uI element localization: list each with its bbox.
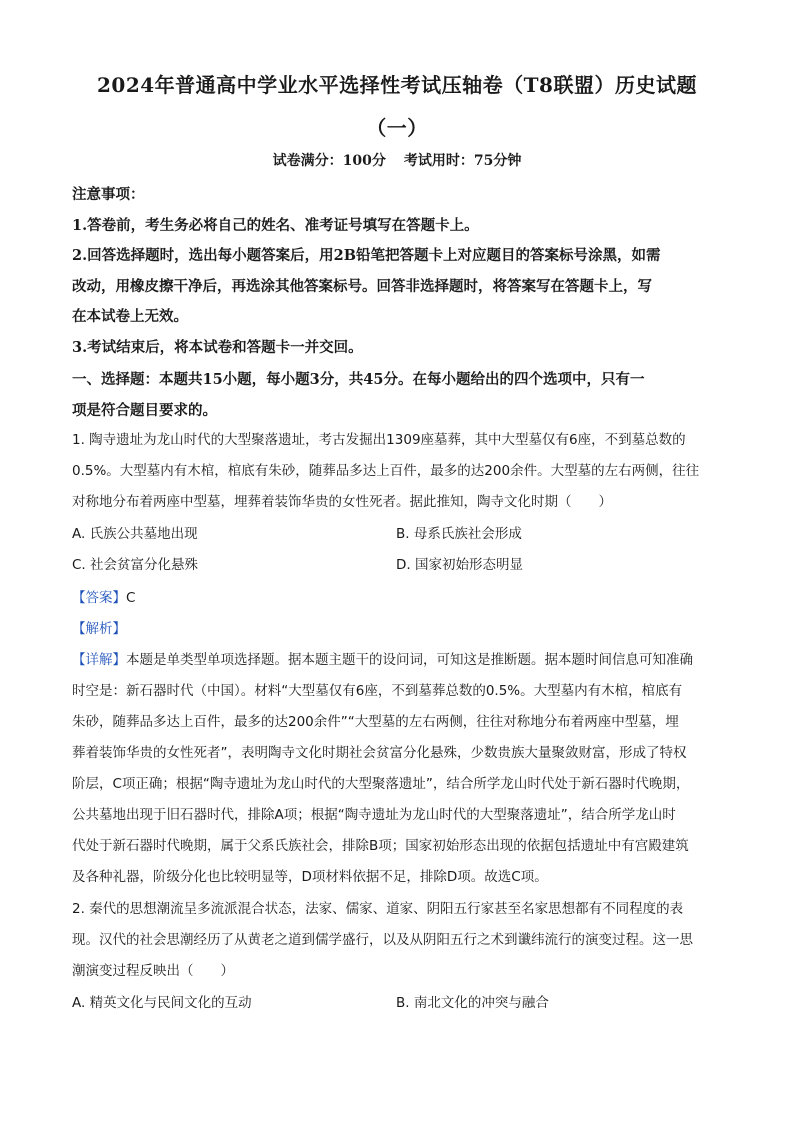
notes-item-1: 1.答卷前，考生务必将自己的姓名、准考证号填写在答题卡上。	[72, 216, 479, 234]
question-1-stem	[72, 425, 724, 518]
detail-line-7: 代处于新石器时代晚期，属于父系氏族社会，排除B项；国家初始形态出现的依据包括遗址中有宫殿建筑	[72, 838, 689, 854]
question-1-line-3: 对称地分布着两座中型墓，埋葬着装饰华贵的女性死者。据此推知，陶寺文化时期（ ）	[72, 494, 612, 510]
question-1-option-c: C. 社会贫富分化悬殊	[72, 557, 199, 573]
notes-item-2-line-1: 2.回答选择题时，选出每小题答案后，用2B铅笔把答题卡上对应题目的答案标号涂黑，如需	[72, 247, 661, 264]
question-2-stem	[72, 894, 724, 987]
notes-block	[72, 180, 722, 363]
detail-label: 【详解】	[72, 652, 126, 668]
question-2-option-a: A. 精英文化与民间文化的互动	[72, 995, 252, 1011]
question-2-line-1: 2. 秦代的思想潮流呈多流派混合状态，法家、儒家、道家、阴阳五行家甚至名家思想都有不同程度的表	[72, 901, 684, 917]
detail-line-5: 阶层，C项正确；根据“陶寺遗址为龙山时代的大型聚落遗址”，结合所学龙山时代处于新石器时代晚期，	[72, 776, 690, 792]
notes-item-3: 3.考试结束后，将本试卷和答题卡一并交回。	[72, 338, 363, 356]
question-2-line-2: 现。汉代的社会思潮经历了从黄老之道到儒学盛行，以及从阴阳五行之术到谶纬流行的演变过程。这一思	[72, 932, 693, 948]
section-heading	[72, 364, 722, 426]
section-line-2: 项是符合题目要求的。	[72, 402, 217, 419]
page-subtitle: （一）	[366, 116, 428, 140]
detail-line-1	[72, 645, 724, 676]
notes-item-2-line-2: 改动，用橡皮擦干净后，再选涂其他答案标号。回答非选择题时，将答案写在答题卡上，写	[72, 277, 652, 295]
notes-heading: 注意事项：	[72, 186, 145, 203]
answer-label: 【答案】	[72, 590, 126, 606]
question-1-line-1: 1. 陶寺遗址为龙山时代的大型聚落遗址，考古发掘出1309座墓葬，其中大型墓仅有6座，不到墓总数的	[72, 432, 686, 448]
page-title: 2024年普通高中学业水平选择性考试压轴卷（T8联盟）历史试题	[97, 73, 697, 97]
detail-line-1-text: 本题是单类型单项选择题。据本题主题干的设问词，可知这是推断题。据本题时间信息可知准确	[126, 652, 693, 668]
question-1-option-d: D. 国家初始形态明显	[396, 557, 523, 573]
question-1-analysis	[72, 617, 126, 637]
question-1-option-b: B. 母系氏族社会形成	[396, 526, 522, 542]
section-line-1: 一、选择题：本题共15小题，每小题3分，共45分。在每小题给出的四个选项中，只有一	[72, 371, 645, 388]
detail-line-4: 葬着装饰华贵的女性死者”，表明陶寺文化时期社会贫富分化悬殊，少数贵族大量聚敛财富，形成了特权	[72, 745, 687, 761]
detail-line-3: 朱砂，随葬品多达上百件，最多的达200余件”“大型墓的左右两侧，往往对称地分布着两座中型墓，埋	[72, 714, 679, 730]
exam-score: 试卷满分：100分	[272, 153, 386, 169]
question-1-answer	[72, 586, 135, 606]
question-1-option-a: A. 氏族公共墓地出现	[72, 526, 198, 542]
exam-meta	[0, 150, 794, 170]
analysis-label: 【解析】	[72, 621, 126, 637]
answer-value: C	[126, 590, 136, 606]
detail-line-8: 及各种礼器，阶级分化也比较明显等，D项材料依据不足，排除D项。故选C项。	[72, 869, 548, 885]
detail-line-2: 时空是：新石器时代（中国）。材料“大型墓仅有6座，不到墓葬总数的0.5%。大型墓内有木棺，棺底有	[72, 683, 683, 699]
question-1-line-2: 0.5%。大型墓内有木棺，棺底有朱砂，随葬品多达上百件，最多的达200余件。大型墓的左右两侧，往往	[72, 463, 700, 479]
detail-line-6: 公共墓地出现于旧石器时代，排除A项；根据“陶寺遗址为龙山时代的大型聚落遗址”，结合所学龙山时	[72, 807, 676, 823]
question-2-option-b: B. 南北文化的冲突与融合	[396, 995, 549, 1011]
question-1-detail	[72, 645, 724, 893]
question-2-line-3: 潮演变过程反映出（ ）	[72, 963, 234, 979]
notes-item-2-line-3: 在本试卷上无效。	[72, 308, 188, 325]
exam-time: 考试用时：75分钟	[403, 153, 522, 169]
